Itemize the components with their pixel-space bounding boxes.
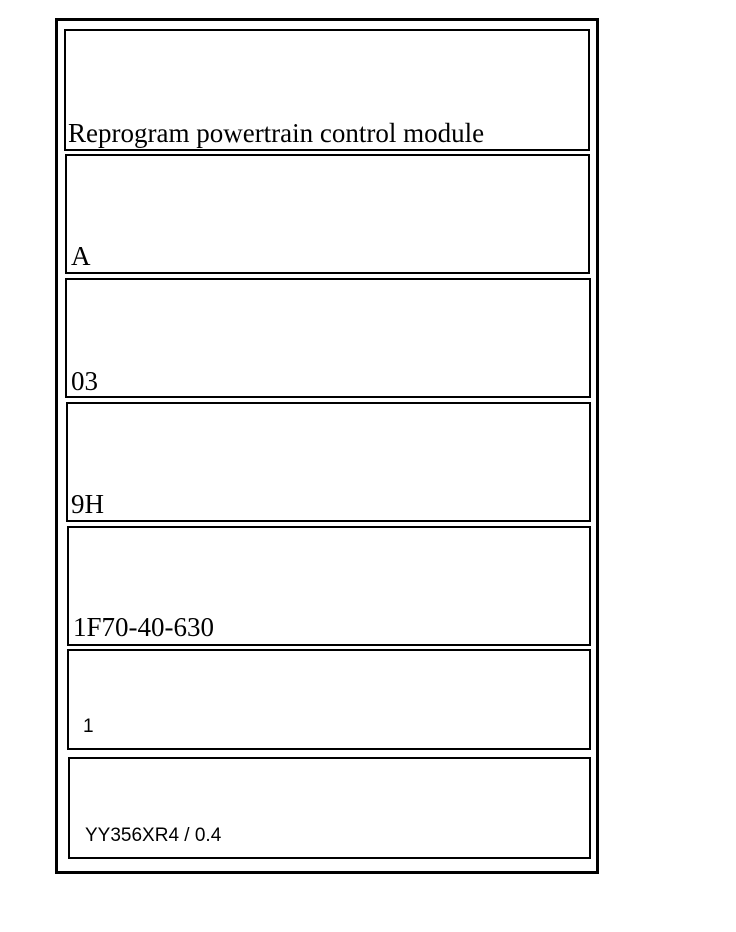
document-frame <box>55 18 599 874</box>
part-number-cell <box>67 526 591 646</box>
reference-cell <box>68 757 591 859</box>
reference-value: YY356XR4 / 0.4 <box>85 825 222 846</box>
quantity-cell <box>67 649 591 750</box>
code-alnum-cell <box>66 402 591 522</box>
document-title: Reprogram powertrain control module <box>68 118 485 148</box>
part-number-value: 1F70-40-630 <box>73 612 214 642</box>
code-letter-value: A <box>71 241 91 271</box>
code-letter-cell <box>65 154 590 274</box>
title-cell <box>64 29 590 151</box>
quantity-value: 1 <box>83 716 94 737</box>
code-number-cell <box>65 278 591 398</box>
code-number-value: 03 <box>71 366 98 396</box>
code-alnum-value: 9H <box>71 489 104 519</box>
